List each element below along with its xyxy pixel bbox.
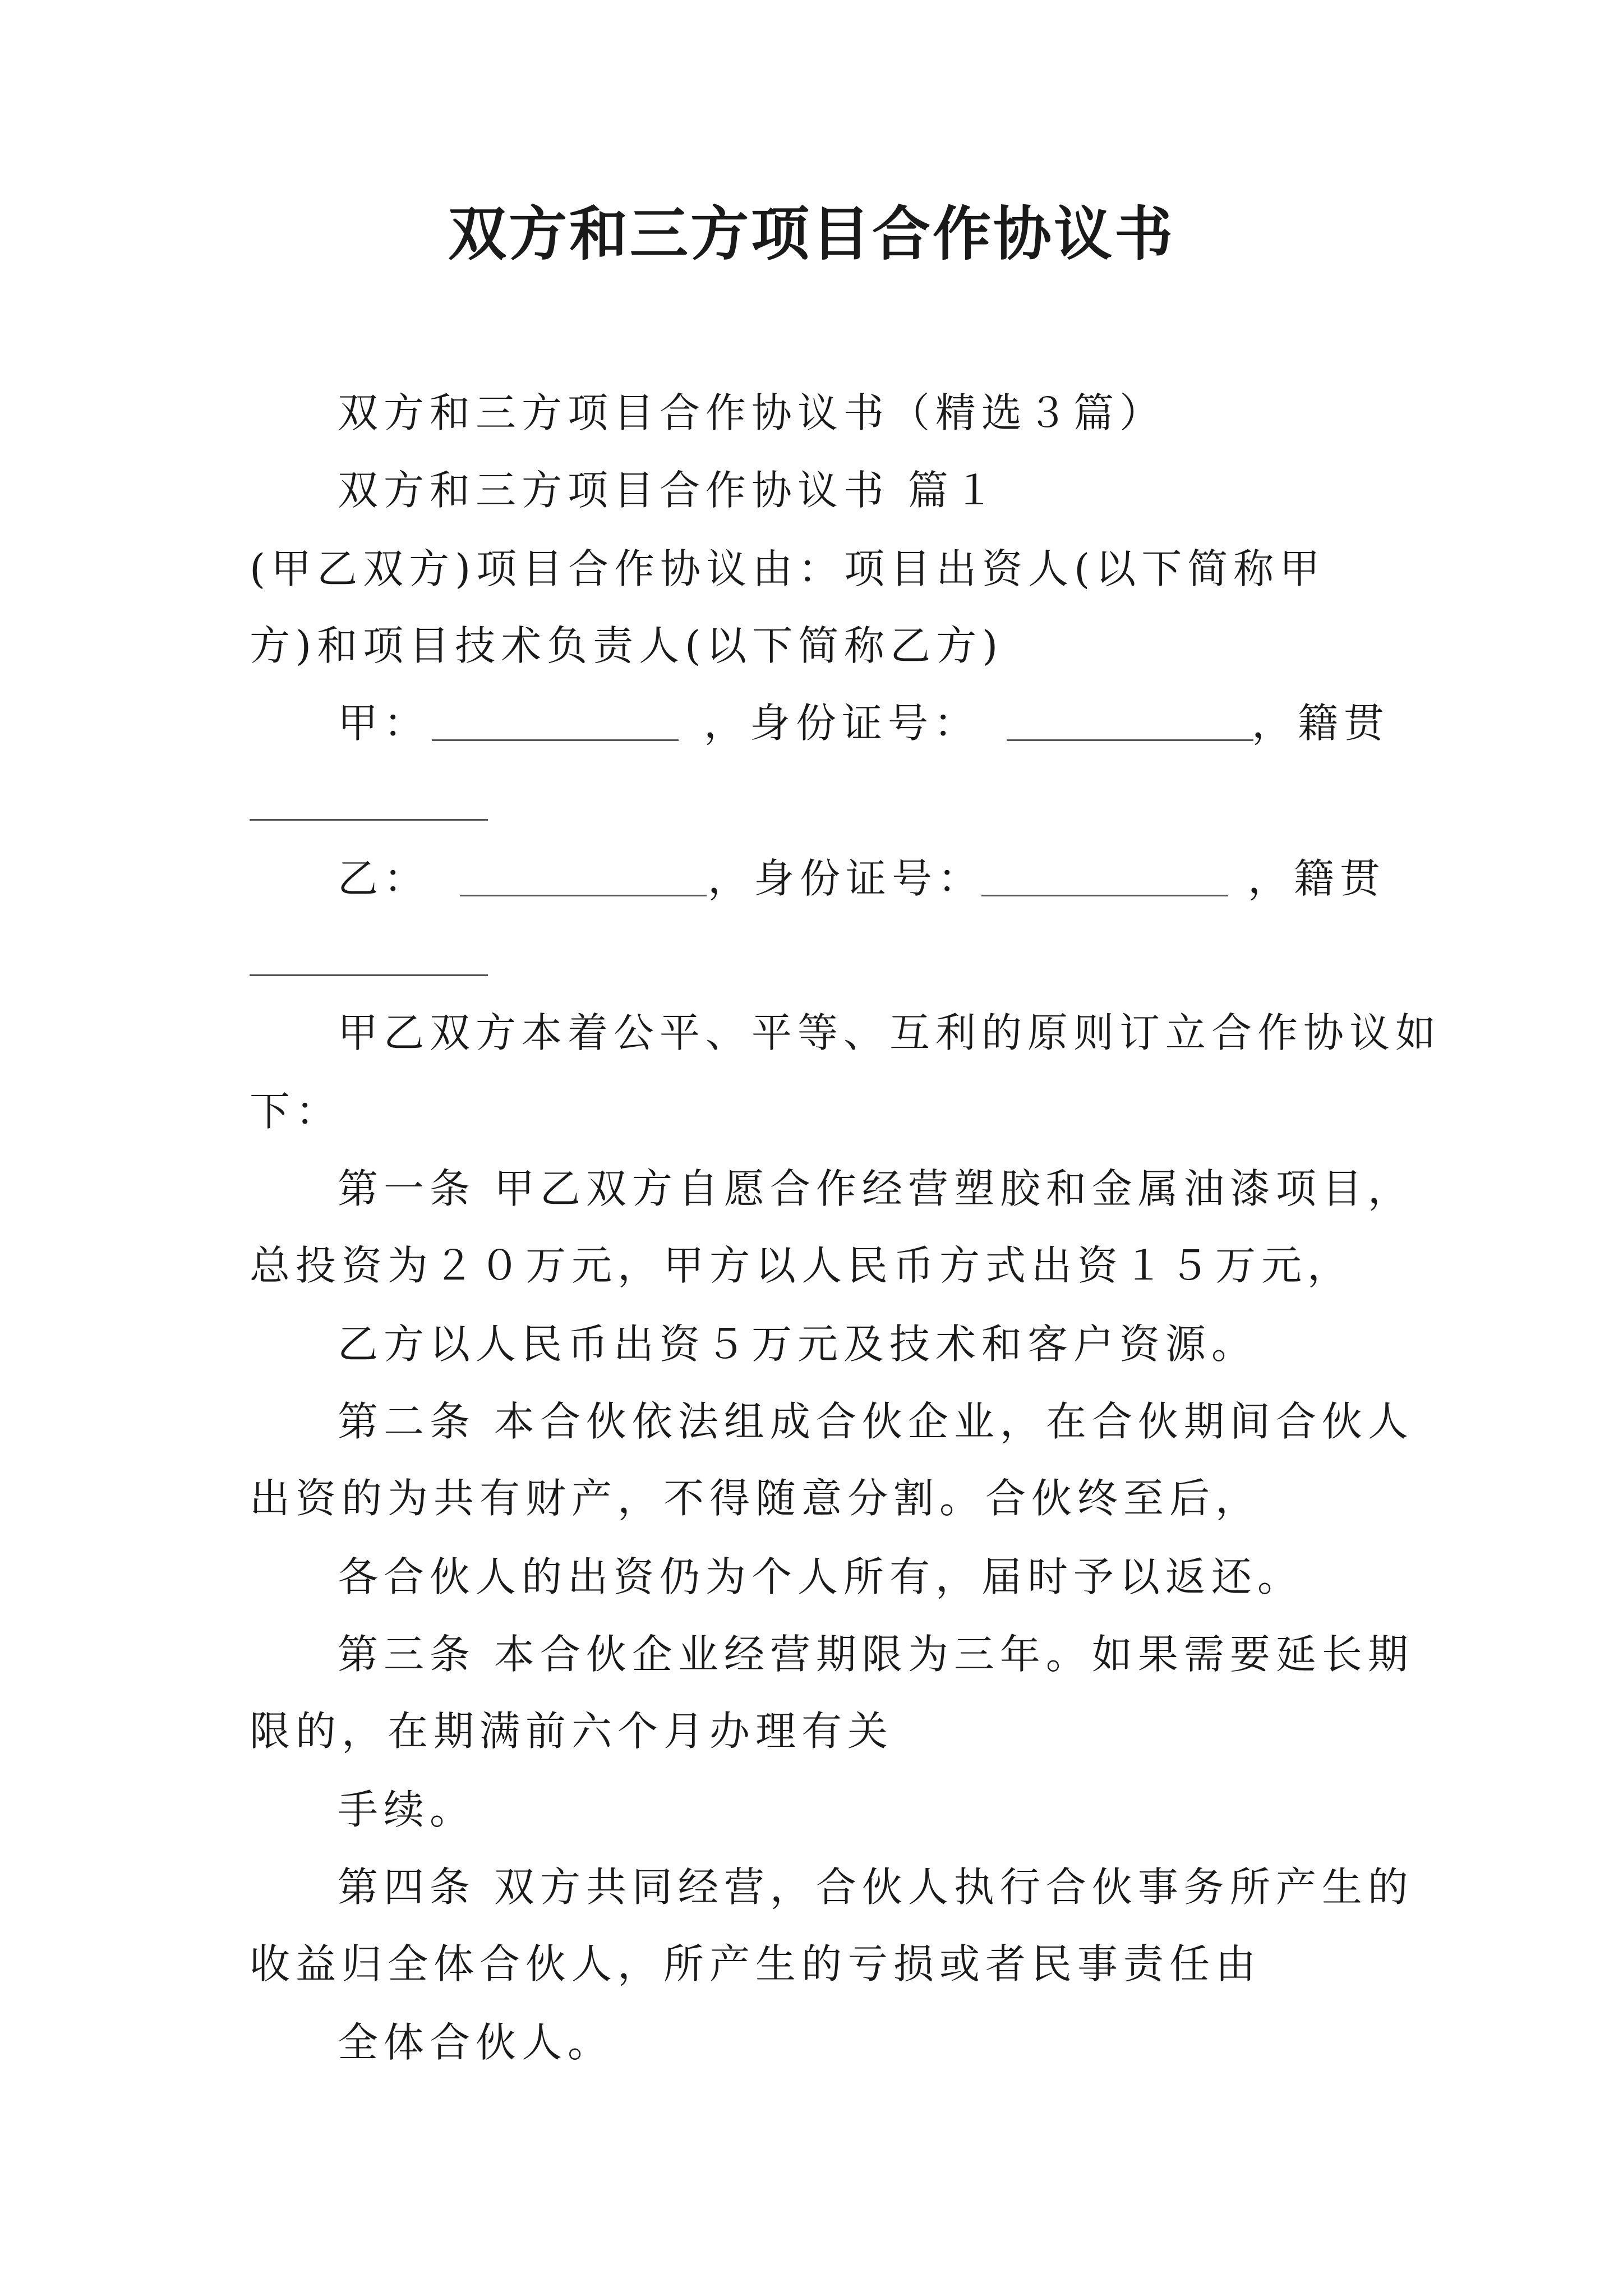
party-a-id-blank <box>1007 739 1253 741</box>
party-a-label: 甲： <box>338 700 430 747</box>
article-2-line-1: 第二条 本合伙依法组成合伙企业，在合伙期间合伙人 <box>338 1398 1414 1445</box>
article-4-line-1: 第四条 双方共同经营，合伙人执行合伙事务所产生的 <box>338 1864 1414 1911</box>
principle-line-2: 下： <box>250 1088 342 1135</box>
document-title: 双方和三方项目合作协议书 <box>448 199 1175 268</box>
party-a-origin-label: ，籍贯 <box>1252 700 1390 747</box>
party-a-origin-blank <box>250 819 488 821</box>
party-a-name-blank <box>432 739 679 741</box>
article-1-line-3: 乙方以人民币出资５万元及技术和客户资源。 <box>338 1320 1258 1368</box>
party-b-origin-blank <box>250 974 488 976</box>
article-2-line-2: 出资的为共有财产，不得随意分割。合伙终至后， <box>250 1475 1262 1522</box>
party-b-name-blank <box>460 895 707 896</box>
party-b-id-blank <box>981 895 1228 896</box>
article-4-line-2: 收益归全体合伙人，所产生的亏损或者民事责任由 <box>250 1940 1262 1987</box>
intro-line-1-text: (甲乙双方)项目合作协议由：项目出资人(以下简称甲 <box>250 545 1326 592</box>
article-3-line-3: 手续。 <box>338 1786 476 1833</box>
principle-line-1: 甲乙双方本着公平、平等、互利的原则订立合作协议如 <box>338 1009 1442 1056</box>
intro-line-1 <box>250 545 1382 592</box>
article-2-line-3: 各合伙人的出资仍为个人所有，届时予以返还。 <box>338 1553 1304 1600</box>
party-b-origin-label: ，籍贯 <box>1248 855 1386 902</box>
article-4-line-3: 全体合伙人。 <box>338 2019 614 2066</box>
intro-line-2: 方)和项目技术负责人(以下简称乙方) <box>250 622 1004 669</box>
party-a-id-label: ，身份证号： <box>704 700 980 747</box>
article-3-line-2: 限的，在期满前六个月办理有关 <box>250 1708 894 1755</box>
party-b-label: 乙： <box>338 855 430 902</box>
article-1-line-2: 总投资为２０万元，甲方以人民币方式出资１５万元， <box>250 1242 1354 1289</box>
article-3-line-1: 第三条 本合伙企业经营期限为三年。如果需要延长期 <box>338 1631 1414 1678</box>
document-subtitle: 双方和三方项目合作协议书（精选３篇） <box>338 389 1166 436</box>
party-b-id-label: ，身份证号： <box>708 855 984 902</box>
article-1-line-1: 第一条 甲乙双方自愿合作经营塑胶和金属油漆项目， <box>338 1165 1414 1212</box>
section-heading: 双方和三方项目合作协议书 篇１ <box>338 467 1000 514</box>
